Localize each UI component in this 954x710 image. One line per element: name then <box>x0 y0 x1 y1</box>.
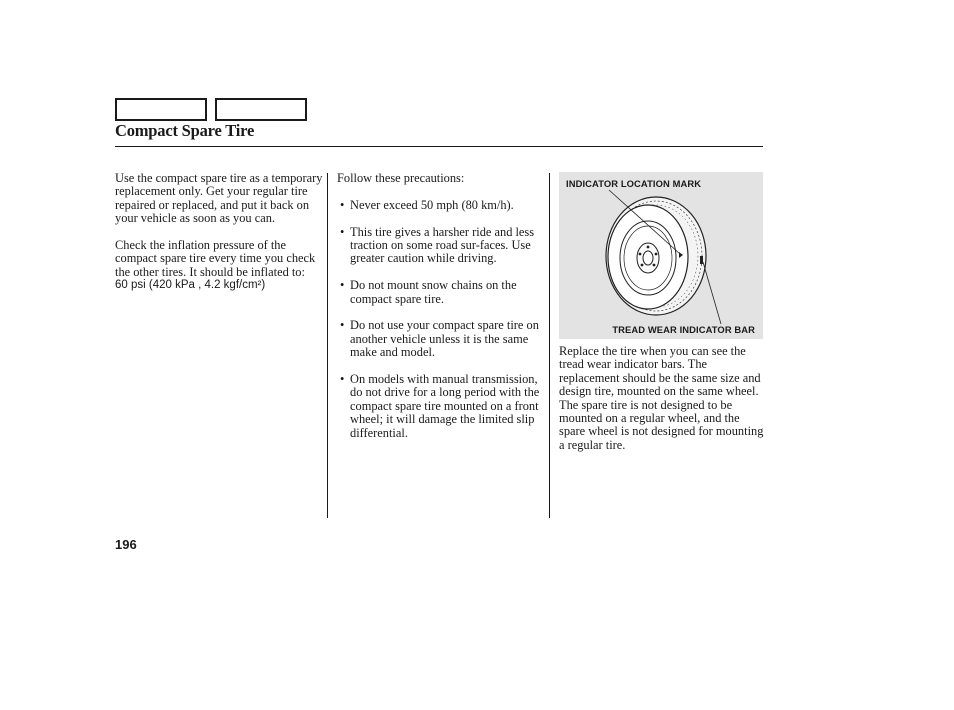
list-item-text: Do not use your compact spare tire on another vehicle unless it is the same make and model. <box>350 318 539 360</box>
bullet-icon: • <box>340 278 345 293</box>
list-item-text: Do not mount snow chains on the compact spare tire. <box>350 278 517 306</box>
list-item <box>337 319 542 359</box>
inflation-pressure-value: 60 psi (420 kPa , 4.2 kgf/cm²) <box>115 279 266 292</box>
page-title: Compact Spare Tire <box>115 121 255 140</box>
indicator-location-mark-label: INDICATOR LOCATION MARK <box>566 178 702 189</box>
section-tab-box-1 <box>115 98 207 121</box>
precautions-intro: Follow these precautions: <box>337 171 465 185</box>
intro-paragraph: Use the compact spare tire as a temporary replacement only. Get your regular tire repaired or replaced, and put it back on your vehicle as soon as you can. <box>115 171 323 226</box>
inflation-paragraph: Check the inflation pressure of the compact spare tire every time you check the other tires. It should be inflated to: <box>115 238 316 279</box>
tire-illustration-icon <box>559 172 763 339</box>
column-divider-2 <box>549 173 550 518</box>
bullet-icon: • <box>340 318 345 333</box>
bullet-icon: • <box>340 197 345 212</box>
column-1 <box>115 172 325 292</box>
title-divider <box>115 146 763 147</box>
precautions-list <box>337 199 542 440</box>
replacement-paragraph: Replace the tire when you can see the tread wear indicator bars. The replacement should be the same size and design tire, mounted on the same wheel. The spare tire is not designed to be mounted on a regular wheel, and the spare wheel is not designed for mounting a regular tire. <box>559 344 764 452</box>
bullet-icon: • <box>340 224 345 239</box>
list-item-text: Never exceed 50 mph (80 km/h). <box>350 197 514 212</box>
list-item <box>337 279 542 306</box>
list-item-text: This tire gives a harsher ride and less traction on some road sur-faces. Use greater caution while driving. <box>350 224 535 266</box>
column-divider-1 <box>327 173 328 518</box>
list-item <box>337 226 542 266</box>
list-item-text: On models with manual transmission, do not drive for a long period with the compact spare tire mounted on a front wheel; it will damage the limited slip differential. <box>350 372 540 440</box>
column-2 <box>337 172 542 453</box>
list-item <box>337 373 542 440</box>
tread-wear-indicator-bar-label: TREAD WEAR INDICATOR BAR <box>612 324 755 335</box>
bullet-icon: • <box>340 372 345 387</box>
list-item <box>337 199 542 212</box>
section-tab-box-2 <box>215 98 307 121</box>
tire-figure <box>559 172 763 339</box>
column-3 <box>559 345 765 452</box>
page-number: 196 <box>115 537 137 552</box>
